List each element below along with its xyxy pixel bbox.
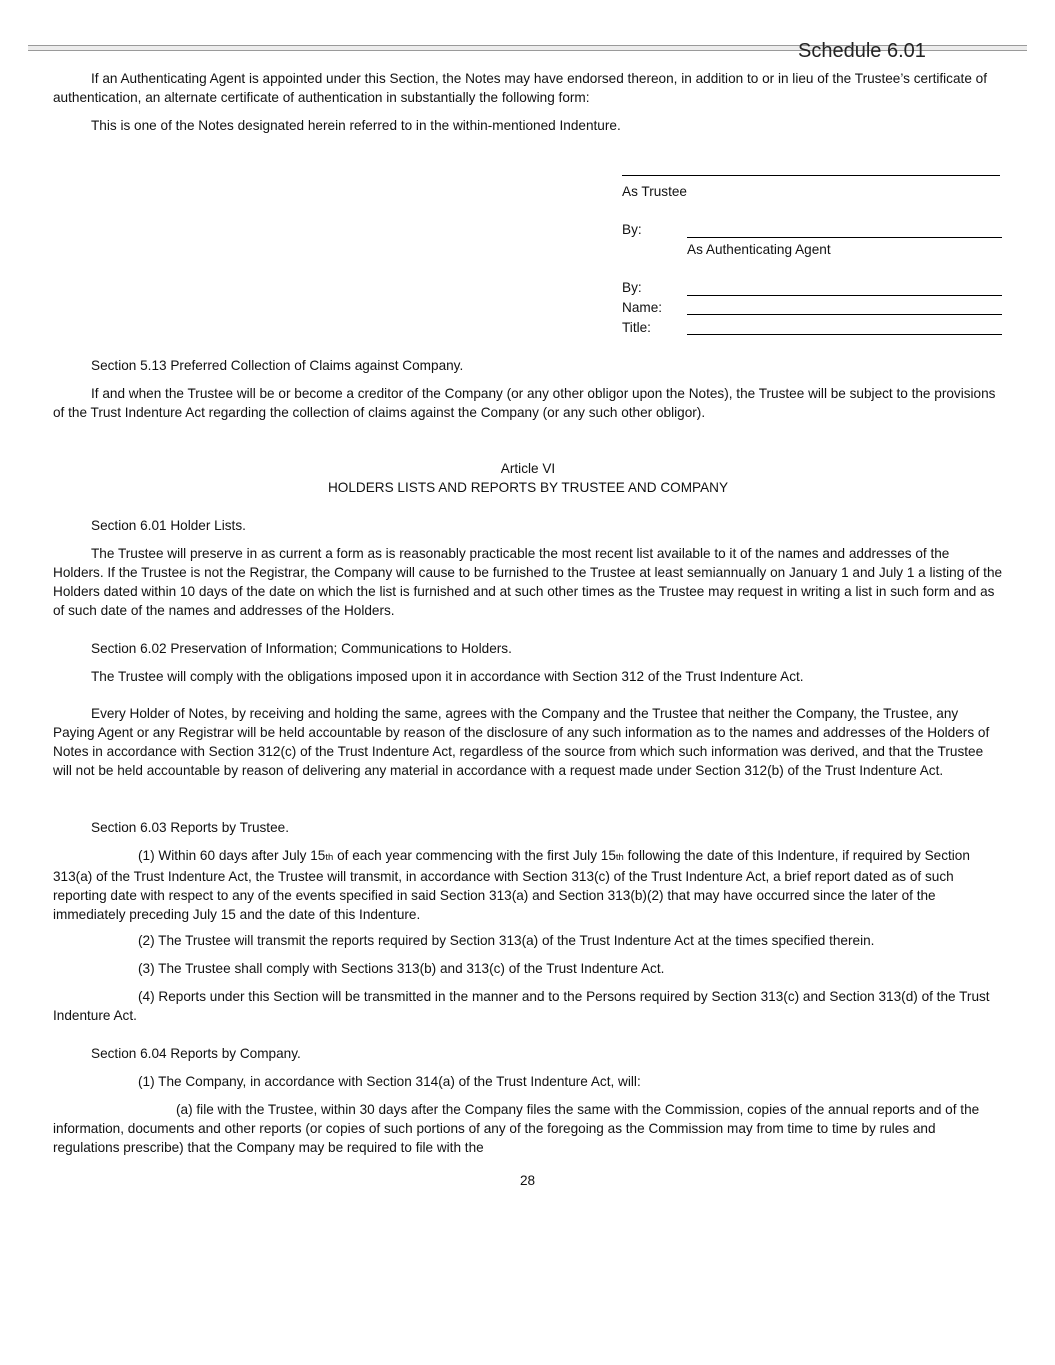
section-6-03-item-4: (4) Reports under this Section will be transmitted in the manner and to the Persons required by Section 313(c) and Section 313(d) of the Trust Indenture Act. [53, 989, 990, 1023]
by-signature-line-2 [687, 295, 1002, 296]
section-6-04-item-1a: (a) file with the Trustee, within 30 days after the Company files the same with the Commission, copies of the annual reports and of the information, documents and other reports (or copies of such portions of any of the foregoing as the Commission may from time to time by rules and regulations prescribe) that the Company may be required to file with the [53, 1102, 980, 1155]
item-1-part-c: following the date of this Indenture, if required by Section 313(a) of the Trust Indenture Act, the Trustee will transmit, in accordance with Section 313(c) of the Trust Indenture Act, a brief report dated as of such reporting date with respect to any of the events specified in said Section 313(a) and Section 313(b)(2) that may have occurred since the later of the immediately preceding July 15 and the date of this Indenture. [53, 848, 970, 922]
section-6-02-heading: Section 6.02 Preservation of Information; Communications to Holders. [91, 641, 512, 656]
section-6-04-item-1: (1) The Company, in accordance with Section 314(a) of the Trust Indenture Act, will: [138, 1074, 641, 1089]
section-5-13-text: If and when the Trustee will be or become a creditor of the Company (or any other obligor upon the Notes), the Trustee will be subject to the provisions of the Trust Indenture Act regarding the collection of claims against the Company (or any such other obligor). [53, 386, 996, 420]
section-6-03-item-3: (3) The Trustee shall comply with Sections 313(b) and 313(c) of the Trust Indenture Act. [138, 961, 665, 976]
section-5-13-heading: Section 5.13 Preferred Collection of Claims against Company. [91, 358, 464, 373]
section-6-01-text: The Trustee will preserve in as current a form as is reasonably practicable the most recent list available to it of the names and addresses of the Holders. If the Trustee is not the Registrar, the Company will cause to be furnished to the Trustee at least semiannually on January 1 and July 1 a listing of the Holders dated within 10 days of the date on which the list is furnished and at such other times as the Trustee may request in writing a list in such form and as of such date of the names and addresses of the Holders. [53, 546, 1003, 618]
as-authenticating-agent-label: As Authenticating Agent [687, 242, 831, 257]
item-1-part-b: of each year commencing with the first July 15 [333, 848, 616, 863]
section-6-03-item-2: (2) The Trustee will transmit the reports required by Section 313(a) of the Trust Indenture Act at the times specified therein. [138, 933, 875, 948]
name-line [687, 314, 1002, 315]
title-label: Title: [622, 320, 651, 335]
section-6-02-text-1: The Trustee will comply with the obligations imposed upon it in accordance with Section 312 of the Trust Indenture Act. [91, 669, 804, 684]
item-1-superscript-1: th [325, 852, 334, 863]
page-number: 28 [519, 1173, 536, 1188]
trustee-signature-line [622, 175, 1000, 176]
section-6-04-heading: Section 6.04 Reports by Company. [91, 1046, 301, 1061]
by-label: By: [622, 222, 642, 237]
section-6-03-item-1 [53, 846, 1003, 924]
by-label-2: By: [622, 280, 642, 295]
name-label: Name: [622, 300, 663, 315]
section-6-03-heading: Section 6.03 Reports by Trustee. [91, 820, 289, 835]
article-title: HOLDERS LISTS AND REPORTS BY TRUSTEE AND COMPANY [327, 480, 729, 495]
article-number: Article VI [500, 461, 556, 476]
title-line [687, 334, 1002, 335]
authenticating-agent-paragraph: If an Authenticating Agent is appointed under this Section, the Notes may have endorsed thereon, in addition to or in lieu of the Trustee’s certificate of authentication, an alternate certificate of authentication in substantially the following form: [53, 71, 987, 105]
item-1-part-a: (1) Within 60 days after July 15 [138, 848, 326, 863]
section-6-02-text-2: Every Holder of Notes, by receiving and holding the same, agrees with the Company and the Trustee that neither the Company, the Trustee, any Paying Agent or any Registrar will be held accountable by reason of the disclosure of any such information as to the names and addresses of the Holders of Notes in accordance with Section 312(c) of the Trust Indenture Act, regardless of the source from which such information was derived, and that the Trustee will not be held accountable by reason of delivering any material in accordance with a request made under Section 312(b) of the Trust Indenture Act. [53, 706, 990, 778]
schedule-label: Schedule 6.01 [798, 40, 926, 62]
by-signature-line [687, 237, 1002, 238]
designated-notes-paragraph: This is one of the Notes designated herein referred to in the within-mentioned Indenture. [91, 118, 621, 133]
item-1-superscript-2: th [615, 852, 624, 863]
as-trustee-label: As Trustee [622, 184, 687, 199]
section-6-01-heading: Section 6.01 Holder Lists. [91, 518, 246, 533]
